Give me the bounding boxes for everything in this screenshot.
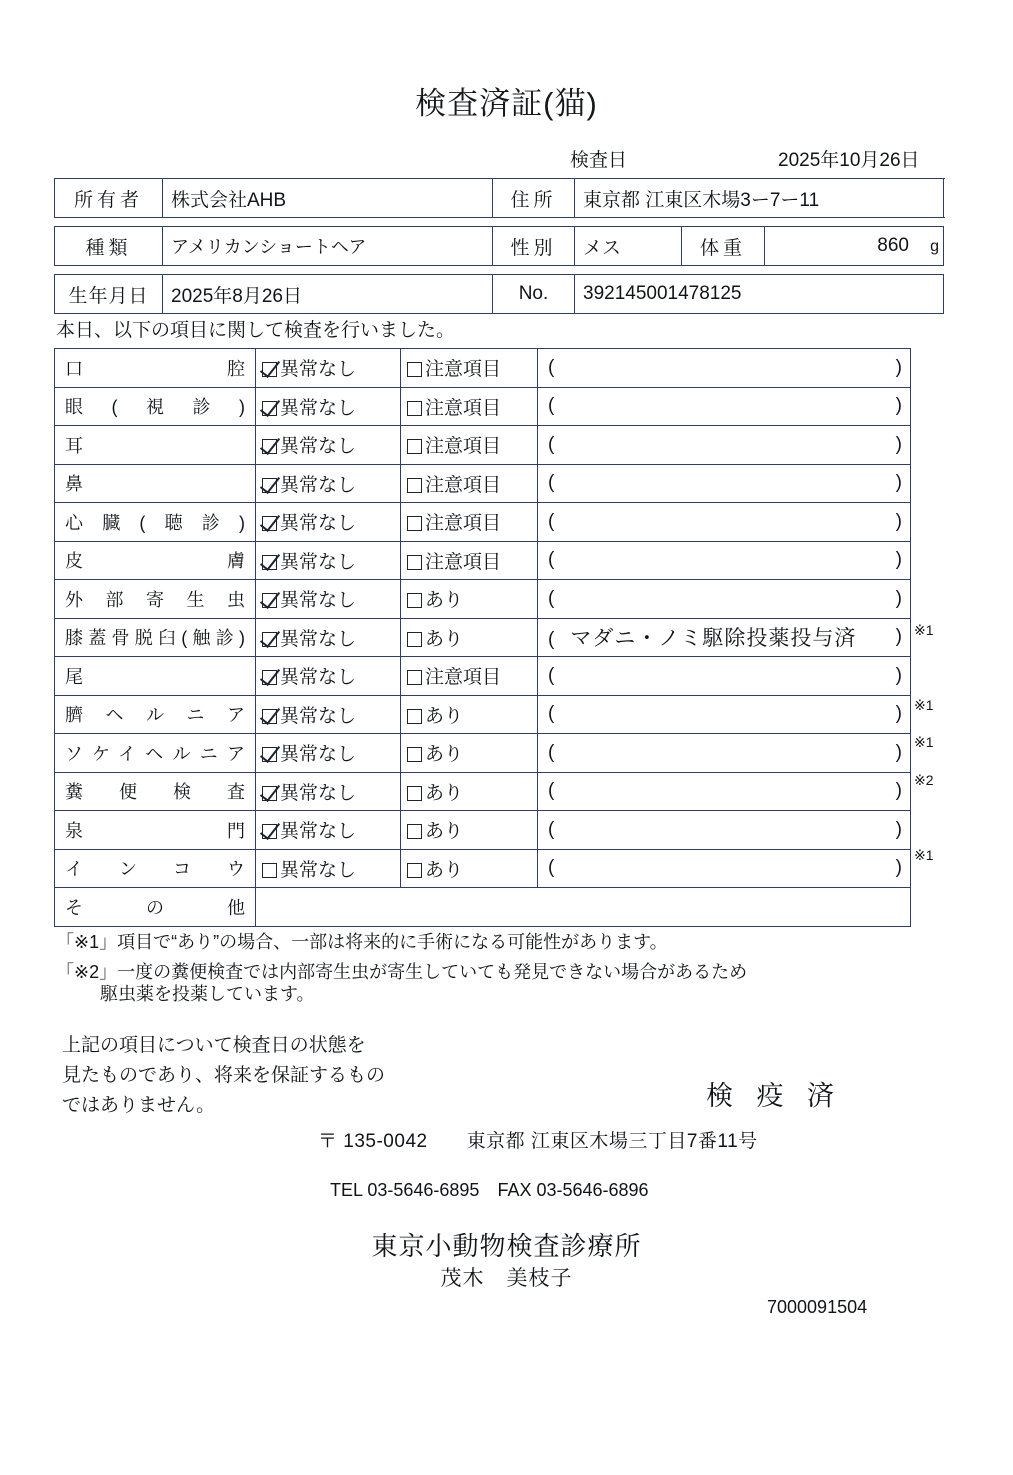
checkbox-normal-box[interactable] xyxy=(262,670,277,685)
inspection-note-cell xyxy=(538,580,911,619)
checkbox-normal-label: 異常なし xyxy=(280,513,357,535)
checkbox-normal[interactable] xyxy=(256,464,401,503)
checkbox-secondary[interactable] xyxy=(401,811,538,850)
checkbox-secondary-label: あり xyxy=(425,859,464,881)
exam-date-label: 検査日 xyxy=(570,150,628,171)
address-label: 住所 xyxy=(493,179,575,218)
checkbox-normal-box[interactable] xyxy=(262,593,277,608)
table-row-owner xyxy=(55,179,944,218)
owner-value: 株式会社AHB xyxy=(163,179,493,218)
table-row xyxy=(55,888,911,927)
id-value: 392145001478125 xyxy=(575,275,944,314)
table-row xyxy=(55,541,911,580)
footnote-marker: ※1 xyxy=(914,621,934,638)
checkbox-secondary-label: あり xyxy=(425,705,464,727)
checkbox-normal-box[interactable] xyxy=(262,786,277,801)
checkbox-normal[interactable] xyxy=(256,734,401,773)
note-paren-close: ) xyxy=(895,780,902,802)
checkbox-normal-label: 異常なし xyxy=(280,551,357,573)
inspection-item-label: 糞便検査 xyxy=(55,772,256,811)
quarantine-stamp: 検 疫 済 xyxy=(706,1081,843,1111)
inspection-note-cell xyxy=(538,503,911,542)
inspection-item-label: 口腔 xyxy=(55,349,256,388)
inspection-item-label: インコウ xyxy=(55,849,256,888)
checkbox-secondary-label: あり xyxy=(425,590,464,612)
inspection-item-label: 皮膚 xyxy=(55,541,256,580)
weight-unit: g xyxy=(930,238,939,255)
inspection-note-cell xyxy=(538,695,911,734)
checkbox-normal-label: 異常なし xyxy=(280,474,357,496)
checkbox-normal[interactable] xyxy=(256,503,401,542)
checkbox-normal-label: 異常なし xyxy=(280,359,357,381)
checkbox-secondary-label: あり xyxy=(425,782,464,804)
note-paren-open: ( xyxy=(548,857,555,879)
note-paren-close: ) xyxy=(895,549,902,571)
checkbox-secondary-label: 注意項目 xyxy=(425,513,502,535)
note-paren-close: ) xyxy=(895,818,902,840)
id-label: No. xyxy=(493,275,575,314)
inspection-item-label: ソケイヘルニア xyxy=(55,734,256,773)
inspection-note-cell xyxy=(538,618,911,657)
note-paren-close: ) xyxy=(895,741,902,763)
disclaimer-line-3: ではありません。 xyxy=(62,1095,216,1116)
inspection-item-label: 耳 xyxy=(55,426,256,465)
breed-value: アメリカンショートヘア xyxy=(163,227,493,266)
checkbox-normal[interactable] xyxy=(256,580,401,619)
checkbox-secondary-label: 注意項目 xyxy=(425,397,502,419)
note-paren-open: ( xyxy=(548,780,555,802)
footnote-marker: ※2 xyxy=(914,771,934,788)
checkbox-normal-box[interactable] xyxy=(262,555,277,570)
table-row-breed xyxy=(55,227,944,266)
birth-label: 生年月日 xyxy=(55,275,163,314)
disclaimer-line-2: 見たものであり、将来を保証するもの xyxy=(62,1065,386,1086)
checkbox-secondary-box[interactable] xyxy=(407,863,422,878)
table-row xyxy=(55,734,911,773)
inspection-item-label: 心臓(聴診) xyxy=(55,503,256,542)
checkbox-secondary-box[interactable] xyxy=(407,632,422,647)
table-row xyxy=(55,387,911,426)
checkbox-normal-box[interactable] xyxy=(262,824,277,839)
note-paren-close: ) xyxy=(895,857,902,879)
note-paren-open: ( xyxy=(548,587,555,609)
checkbox-normal[interactable] xyxy=(256,349,401,388)
checkbox-normal-box[interactable] xyxy=(262,747,277,762)
checkbox-normal-label: 異常なし xyxy=(280,859,357,881)
checkbox-normal[interactable] xyxy=(256,426,401,465)
note-paren-open: ( xyxy=(548,703,555,725)
table-row xyxy=(55,811,911,850)
footnote-marker: ※1 xyxy=(914,734,934,750)
checkbox-normal-label: 異常なし xyxy=(280,744,357,766)
inspection-table xyxy=(54,348,911,927)
table-row xyxy=(55,426,911,465)
checkbox-normal-box[interactable] xyxy=(262,439,277,454)
note-paren-open: ( xyxy=(548,356,555,378)
note-paren-open: ( xyxy=(548,472,555,494)
footnote-1: 「※1」項目で“あり”の場合、一部は将来的に手術になる可能性があります。 xyxy=(56,932,668,952)
checkbox-normal-box[interactable] xyxy=(262,478,277,493)
doctor-name: 茂木 美枝子 xyxy=(440,1267,573,1290)
checkbox-secondary-label: あり xyxy=(425,821,464,843)
note-paren-close: ) xyxy=(895,626,902,648)
checkbox-normal-label: 異常なし xyxy=(280,667,357,689)
checkbox-secondary[interactable] xyxy=(401,503,538,542)
owner-label: 所有者 xyxy=(55,179,163,218)
checkbox-secondary[interactable] xyxy=(401,541,538,580)
inspection-note-cell xyxy=(538,387,911,426)
table-row xyxy=(55,695,911,734)
inspection-note-cell xyxy=(538,734,911,773)
checkbox-normal-box[interactable] xyxy=(262,401,277,416)
footnote-marker: ※1 xyxy=(914,696,934,713)
checkbox-secondary[interactable] xyxy=(401,772,538,811)
note-paren-close: ) xyxy=(895,664,902,686)
note-paren-open: ( xyxy=(548,549,555,571)
birth-id-table xyxy=(54,274,944,314)
checkbox-secondary-box[interactable] xyxy=(407,362,422,377)
inspection-item-label: 鼻 xyxy=(55,464,256,503)
table-row xyxy=(55,618,911,657)
checkbox-normal-box[interactable] xyxy=(262,632,277,647)
checkbox-secondary[interactable] xyxy=(401,426,538,465)
checkbox-normal-label: 異常なし xyxy=(280,782,357,804)
checkbox-secondary-box[interactable] xyxy=(407,478,422,493)
checkbox-secondary[interactable] xyxy=(401,695,538,734)
checkbox-normal-label: 異常なし xyxy=(280,436,357,458)
inspection-note-cell xyxy=(538,849,911,888)
checkbox-normal[interactable] xyxy=(256,695,401,734)
inspection-note-cell xyxy=(538,811,911,850)
weight-value: 860 xyxy=(877,235,909,256)
checkbox-secondary-box[interactable] xyxy=(407,401,422,416)
checkbox-normal-label: 異常なし xyxy=(280,628,357,650)
checkbox-normal-box[interactable] xyxy=(262,709,277,724)
checkbox-secondary-label: 注意項目 xyxy=(425,667,502,689)
note-paren-open: ( xyxy=(548,741,555,763)
table-row xyxy=(55,772,911,811)
inspection-note-cell xyxy=(538,464,911,503)
checkbox-secondary[interactable] xyxy=(401,580,538,619)
weight-cell xyxy=(765,227,944,266)
note-paren-close: ) xyxy=(895,433,902,455)
inspection-note-cell xyxy=(538,657,911,696)
footnote-marker: ※1 xyxy=(914,846,934,863)
breed-label: 種類 xyxy=(55,227,163,266)
checkbox-normal[interactable] xyxy=(256,541,401,580)
table-row xyxy=(55,657,911,696)
inspection-note-cell xyxy=(538,349,911,388)
serial-number: 7000091504 xyxy=(767,1297,868,1317)
checkbox-secondary-label: 注意項目 xyxy=(425,474,502,496)
inspection-item-label: 尾 xyxy=(55,657,256,696)
checkbox-normal-box[interactable] xyxy=(262,362,277,377)
animal-info-table xyxy=(54,226,944,266)
note-paren-close: ) xyxy=(895,356,902,378)
table-row xyxy=(55,503,911,542)
footnote-2b: 駆虫薬を投薬しています。 xyxy=(100,984,315,1004)
checkbox-secondary[interactable] xyxy=(401,734,538,773)
inspection-item-label: 泉門 xyxy=(55,811,256,850)
checkbox-normal[interactable] xyxy=(256,849,401,888)
checkbox-secondary-box[interactable] xyxy=(407,555,422,570)
inspection-item-label: 外部寄生虫 xyxy=(55,580,256,619)
disclaimer xyxy=(62,1031,385,1121)
checkbox-normal-label: 異常なし xyxy=(280,397,357,419)
inspection-note-cell xyxy=(538,772,911,811)
note-paren-close: ) xyxy=(895,703,902,725)
table-row xyxy=(55,580,911,619)
checkbox-secondary-box[interactable] xyxy=(407,670,422,685)
checkbox-normal-box[interactable] xyxy=(262,863,277,878)
checkbox-secondary-box[interactable] xyxy=(407,439,422,454)
note-paren-open: ( xyxy=(548,510,555,532)
checkbox-normal[interactable] xyxy=(256,811,401,850)
note-paren-open: ( xyxy=(548,664,555,686)
sex-value: メス xyxy=(575,227,682,266)
inspection-item-label: 眼(視診) xyxy=(55,387,256,426)
postal-address: 〒 135-0042 東京都 江東区木場三丁目7番11号 xyxy=(318,1131,758,1152)
checkbox-normal[interactable] xyxy=(256,387,401,426)
inspection-note-cell xyxy=(538,426,911,465)
intro-text: 本日、以下の項目に関して検査を行いました。 xyxy=(56,320,456,341)
inspection-item-label: 臍ヘルニア xyxy=(55,695,256,734)
note-paren-open: ( xyxy=(548,629,555,651)
birth-value: 2025年8月26日 xyxy=(163,275,493,314)
checkbox-normal[interactable] xyxy=(256,657,401,696)
table-row xyxy=(55,349,911,388)
exam-date-value: 2025年10月26日 xyxy=(778,150,920,171)
sex-label: 性別 xyxy=(493,227,575,266)
note-paren-open: ( xyxy=(548,818,555,840)
checkbox-secondary-box[interactable] xyxy=(407,786,422,801)
inspection-item-label: その他 xyxy=(55,888,256,927)
note-paren-close: ) xyxy=(895,587,902,609)
checkbox-secondary-label: 注意項目 xyxy=(425,551,502,573)
page-title: 検査済証(猫) xyxy=(415,86,598,121)
note-paren-close: ) xyxy=(895,510,902,532)
checkbox-secondary-label: あり xyxy=(425,628,464,650)
footnote-2: 「※2」一度の糞便検査では内部寄生虫が寄生していても発見できない場合があるため xyxy=(56,962,748,982)
table-row xyxy=(55,849,911,888)
checkbox-secondary-box[interactable] xyxy=(407,824,422,839)
disclaimer-line-1: 上記の項目について検査日の状態を xyxy=(62,1035,366,1056)
note-paren-open: ( xyxy=(548,433,555,455)
checkbox-normal-box[interactable] xyxy=(262,516,277,531)
note-paren-close: ) xyxy=(895,395,902,417)
inspection-note-text: マダニ・ノミ駆除投薬投与済 xyxy=(570,627,857,651)
checkbox-secondary-box[interactable] xyxy=(407,516,422,531)
checkbox-secondary-label: 注意項目 xyxy=(425,436,502,458)
checkbox-secondary-label: 注意項目 xyxy=(425,359,502,381)
inspection-item-label: 膝蓋骨脱臼(触診) xyxy=(55,618,256,657)
table-row xyxy=(55,464,911,503)
owner-info-table xyxy=(54,178,944,218)
checkbox-secondary[interactable] xyxy=(401,657,538,696)
inspection-note-cell xyxy=(538,541,911,580)
checkbox-secondary-box[interactable] xyxy=(407,593,422,608)
checkbox-normal[interactable] xyxy=(256,618,401,657)
checkbox-secondary-label: あり xyxy=(425,744,464,766)
inspection-empty-cell xyxy=(256,888,911,927)
checkbox-secondary[interactable] xyxy=(401,618,538,657)
checkbox-normal[interactable] xyxy=(256,772,401,811)
checkbox-normal-label: 異常なし xyxy=(280,821,357,843)
checkbox-secondary[interactable] xyxy=(401,464,538,503)
checkbox-secondary[interactable] xyxy=(401,849,538,888)
checkbox-normal-label: 異常なし xyxy=(280,705,357,727)
checkbox-secondary[interactable] xyxy=(401,349,538,388)
weight-label: 体重 xyxy=(682,227,765,266)
telephone-fax: TEL 03-5646-6895 FAX 03-5646-6896 xyxy=(330,1180,649,1200)
checkbox-secondary-box[interactable] xyxy=(407,709,422,724)
checkbox-secondary-box[interactable] xyxy=(407,747,422,762)
address-value: 東京都 江東区木場3ー7ー11 xyxy=(575,179,944,218)
checkbox-normal-label: 異常なし xyxy=(280,590,357,612)
note-paren-open: ( xyxy=(548,395,555,417)
checkbox-secondary[interactable] xyxy=(401,387,538,426)
table-row-birth xyxy=(55,275,944,314)
note-paren-close: ) xyxy=(895,472,902,494)
clinic-name: 東京小動物検査診療所 xyxy=(371,1231,642,1261)
